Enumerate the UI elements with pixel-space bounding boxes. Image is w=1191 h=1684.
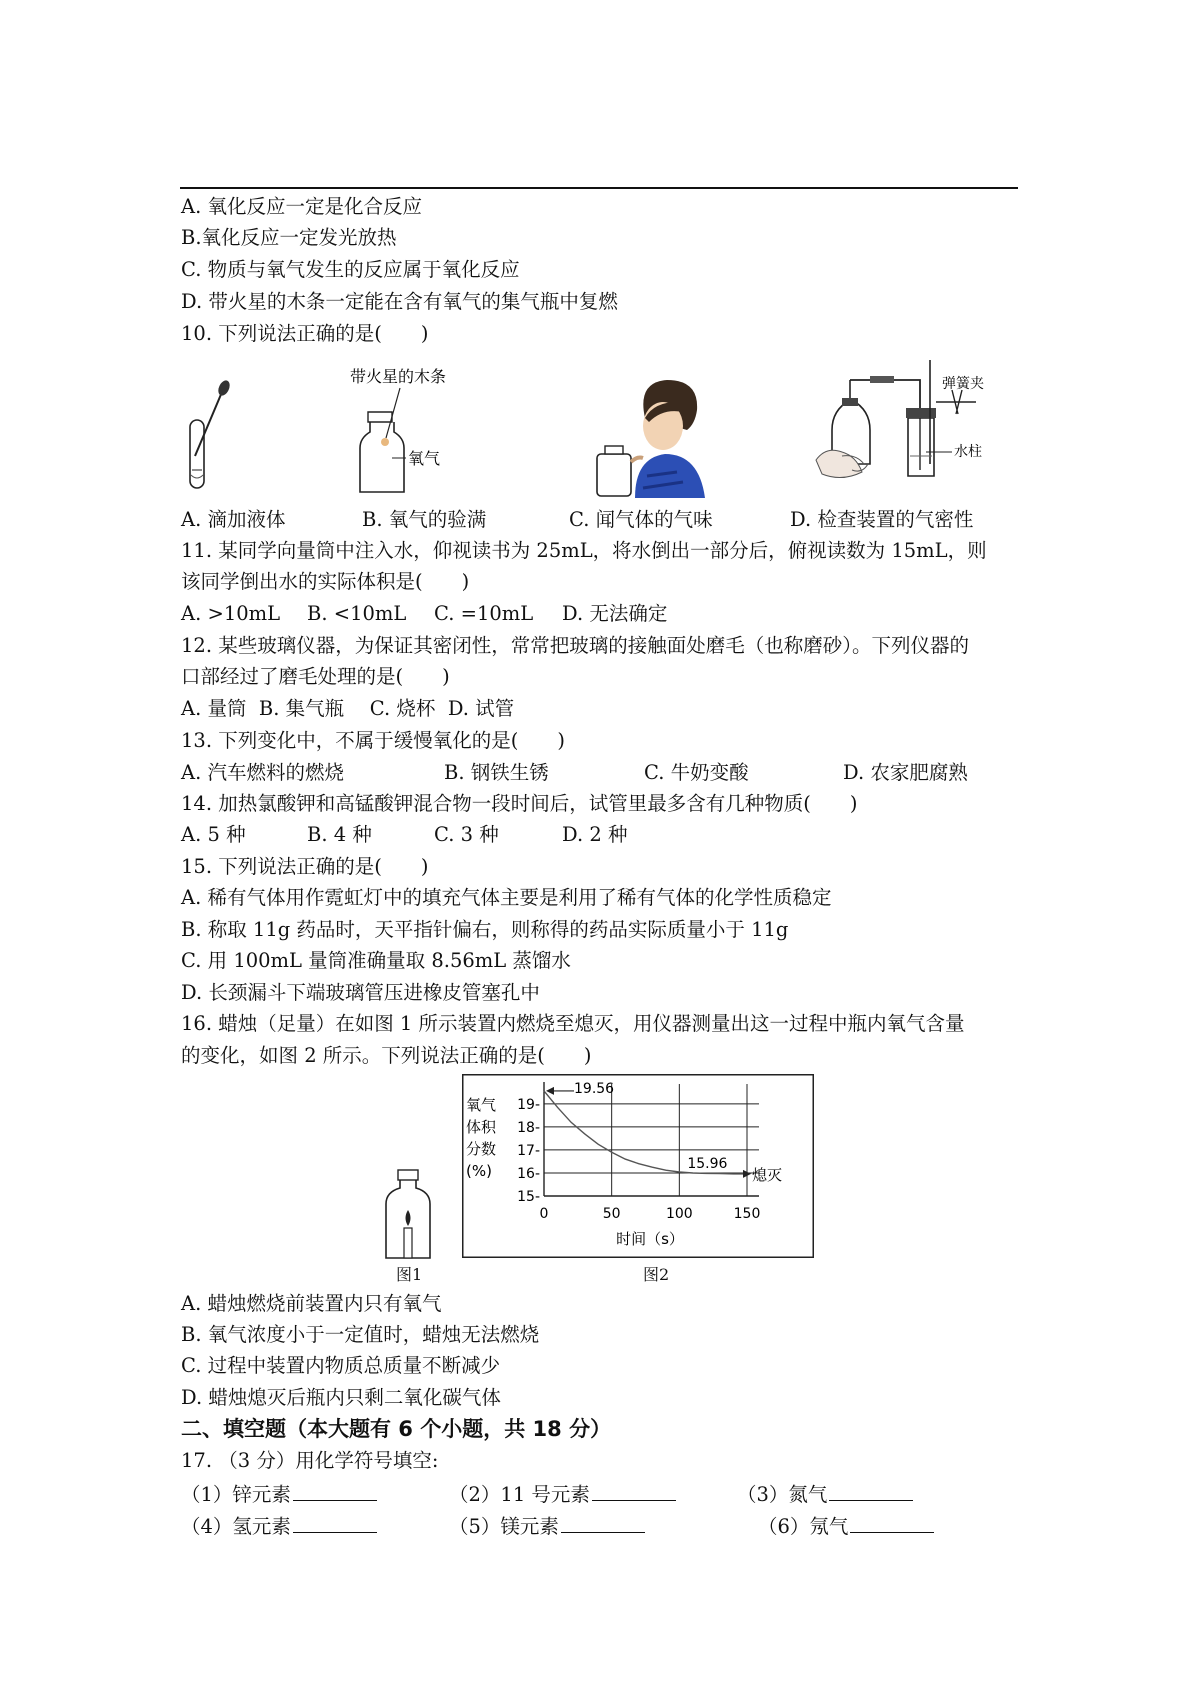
q9-option-b: B.氧化反应一定发光放热: [181, 226, 397, 249]
x-tick-label: 0: [539, 1206, 549, 1222]
q12-line1: 12. 某些玻璃仪器，为保证其密闭性，常常把玻璃的接触面处磨毛（也称磨砂）。下列仪器的: [181, 634, 969, 657]
q17-item-2: [449, 1480, 676, 1508]
q17-blank-5[interactable]: [561, 1512, 645, 1533]
q13-stem: 13. 下列变化中，不属于缓慢氧化的是( ): [181, 729, 565, 752]
q13-option-c: C. 牛奶变酸: [644, 761, 749, 784]
oxygen-label: 氧气: [408, 449, 441, 468]
q13-option-d: D. 农家肥腐熟: [843, 761, 968, 784]
q17-item-5: [449, 1512, 645, 1540]
candle-bottle-figure: [380, 1166, 440, 1266]
q17-item-3-label: （3）氮气: [737, 1483, 828, 1506]
q17-item-1: [181, 1480, 377, 1508]
y-tick-label: 16-: [517, 1165, 540, 1182]
airtightness-figure: [812, 360, 1002, 500]
q15-option-d: D. 长颈漏斗下端玻璃管压进橡皮管塞孔中: [181, 981, 540, 1004]
section-2-title: 二、填空题（本大题有 6 个小题，共 18 分）: [181, 1417, 612, 1441]
q16-option-c: C. 过程中装置内物质总质量不断减少: [181, 1354, 501, 1377]
q17-stem: 17. （3 分）用化学符号填空:: [181, 1449, 439, 1472]
x-tick-label: 150: [733, 1206, 761, 1222]
q13-option-b: B. 钢铁生锈: [444, 761, 549, 784]
q11-option-a: A. >10mL: [181, 602, 281, 625]
q17-blank-4[interactable]: [293, 1512, 377, 1533]
q15-option-b: B. 称取 11g 药品时，天平指针偏右，则称得的药品实际质量小于 11g: [181, 918, 789, 941]
y-axis-label-line: 氧气: [466, 1096, 497, 1114]
dropper-test-tube-figure: [180, 378, 240, 498]
q17-blank-2[interactable]: [592, 1480, 676, 1501]
q17-item-2-label: （2）11 号元素: [449, 1483, 590, 1506]
q13-option-a: A. 汽车燃料的燃烧: [181, 761, 344, 784]
q11-option-c: C. =10mL: [434, 602, 534, 625]
q17-blank-6[interactable]: [850, 1512, 934, 1533]
water-column-label: 水柱: [954, 444, 982, 460]
y-tick-label: 17-: [517, 1142, 540, 1159]
q16-line2: 的变化，如图 2 所示。下列说法正确的是( ): [181, 1044, 592, 1067]
q10-stem: 10. 下列说法正确的是( ): [181, 322, 429, 345]
y-tick-label: 19-: [517, 1096, 540, 1113]
fig1-caption: 图1: [396, 1265, 423, 1284]
q17-blank-3[interactable]: [829, 1480, 913, 1501]
q15-option-a: A. 稀有气体用作霓虹灯中的填充气体主要是利用了稀有气体的化学性质稳定: [181, 886, 832, 909]
smelling-gas-figure: [595, 378, 705, 498]
q14-option-c: C. 3 种: [434, 823, 499, 846]
y-tick-label: 18-: [517, 1119, 540, 1136]
annotation-extinguish-label: 熄灭: [752, 1165, 783, 1184]
q12-options: A. 量筒 B. 集气瓶 C. 烧杯 D. 试管: [181, 697, 515, 720]
q17-item-5-label: （5）镁元素: [449, 1515, 559, 1538]
q16-option-b: B. 氧气浓度小于一定值时，蜡烛无法燃烧: [181, 1323, 540, 1346]
q10-option-c: C. 闻气体的气味: [569, 508, 713, 531]
q11-option-d: D. 无法确定: [562, 602, 668, 625]
x-tick-label: 100: [665, 1206, 693, 1222]
header-rule: [180, 187, 1018, 189]
splint-label: 带火星的木条: [350, 367, 447, 386]
q17-item-1-label: （1）锌元素: [181, 1483, 291, 1506]
q17-item-4-label: （4）氢元素: [181, 1515, 291, 1538]
q17-item-6-label: （6）氖气: [758, 1515, 849, 1538]
q11-line1: 11. 某同学向量筒中注入水，仰视读书为 25mL，将水倒出一部分后，俯视读数为 15mL，则: [181, 539, 987, 562]
y-tick-label: 15-: [517, 1189, 540, 1205]
annotation-end-value: 15.96: [687, 1155, 728, 1172]
q10-option-a: A. 滴加液体: [181, 508, 286, 531]
q10-option-b: B. 氧气的验满: [362, 508, 487, 531]
q14-option-d: D. 2 种: [562, 823, 628, 846]
q9-option-c: C. 物质与氧气发生的反应属于氧化反应: [181, 258, 520, 281]
q11-option-b: B. <10mL: [307, 602, 407, 625]
q14-option-b: B. 4 种: [307, 823, 372, 846]
q11-line2: 该同学倒出水的实际体积是( ): [181, 570, 470, 593]
clamp-label: 弹簧夹: [942, 376, 984, 392]
q17-item-3: [737, 1480, 913, 1508]
q17-item-6: [758, 1512, 934, 1540]
q15-stem: 15. 下列说法正确的是( ): [181, 855, 429, 878]
q16-option-d: D. 蜡烛熄灭后瓶内只剩二氧化碳气体: [181, 1386, 501, 1409]
fig2-caption: 图2: [643, 1265, 670, 1284]
q9-option-a: A. 氧化反应一定是化合反应: [181, 195, 422, 218]
oxygen-chart: [462, 1074, 814, 1258]
q17-blank-1[interactable]: [293, 1480, 377, 1501]
oxygen-bottle-figure: [348, 366, 468, 500]
q9-option-d: D. 带火星的木条一定能在含有氧气的集气瓶中复燃: [181, 290, 618, 313]
q14-option-a: A. 5 种: [181, 823, 246, 846]
x-tick-label: 50: [602, 1206, 621, 1222]
q12-line2: 口部经过了磨毛处理的是( ): [181, 665, 450, 688]
q14-stem: 14. 加热氯酸钾和高锰酸钾混合物一段时间后，试管里最多含有几种物质( ): [181, 792, 858, 815]
q17-item-4: [181, 1512, 377, 1540]
x-axis-label: 时间（s）: [616, 1230, 684, 1248]
q16-option-a: A. 蜡烛燃烧前装置内只有氧气: [181, 1292, 442, 1315]
q10-option-d: D. 检查装置的气密性: [790, 508, 974, 531]
y-axis-label-line: 体积: [466, 1118, 497, 1136]
y-axis-label-line: 分数: [466, 1140, 497, 1158]
annotation-start-value: 19.56: [574, 1080, 615, 1097]
q16-line1: 16. 蜡烛（足量）在如图 1 所示装置内燃烧至熄灭，用仪器测量出这一过程中瓶内氧气含量: [181, 1012, 965, 1035]
y-axis-label-line: (%): [466, 1162, 492, 1180]
q15-option-c: C. 用 100mL 量筒准确量取 8.56mL 蒸馏水: [181, 949, 571, 972]
